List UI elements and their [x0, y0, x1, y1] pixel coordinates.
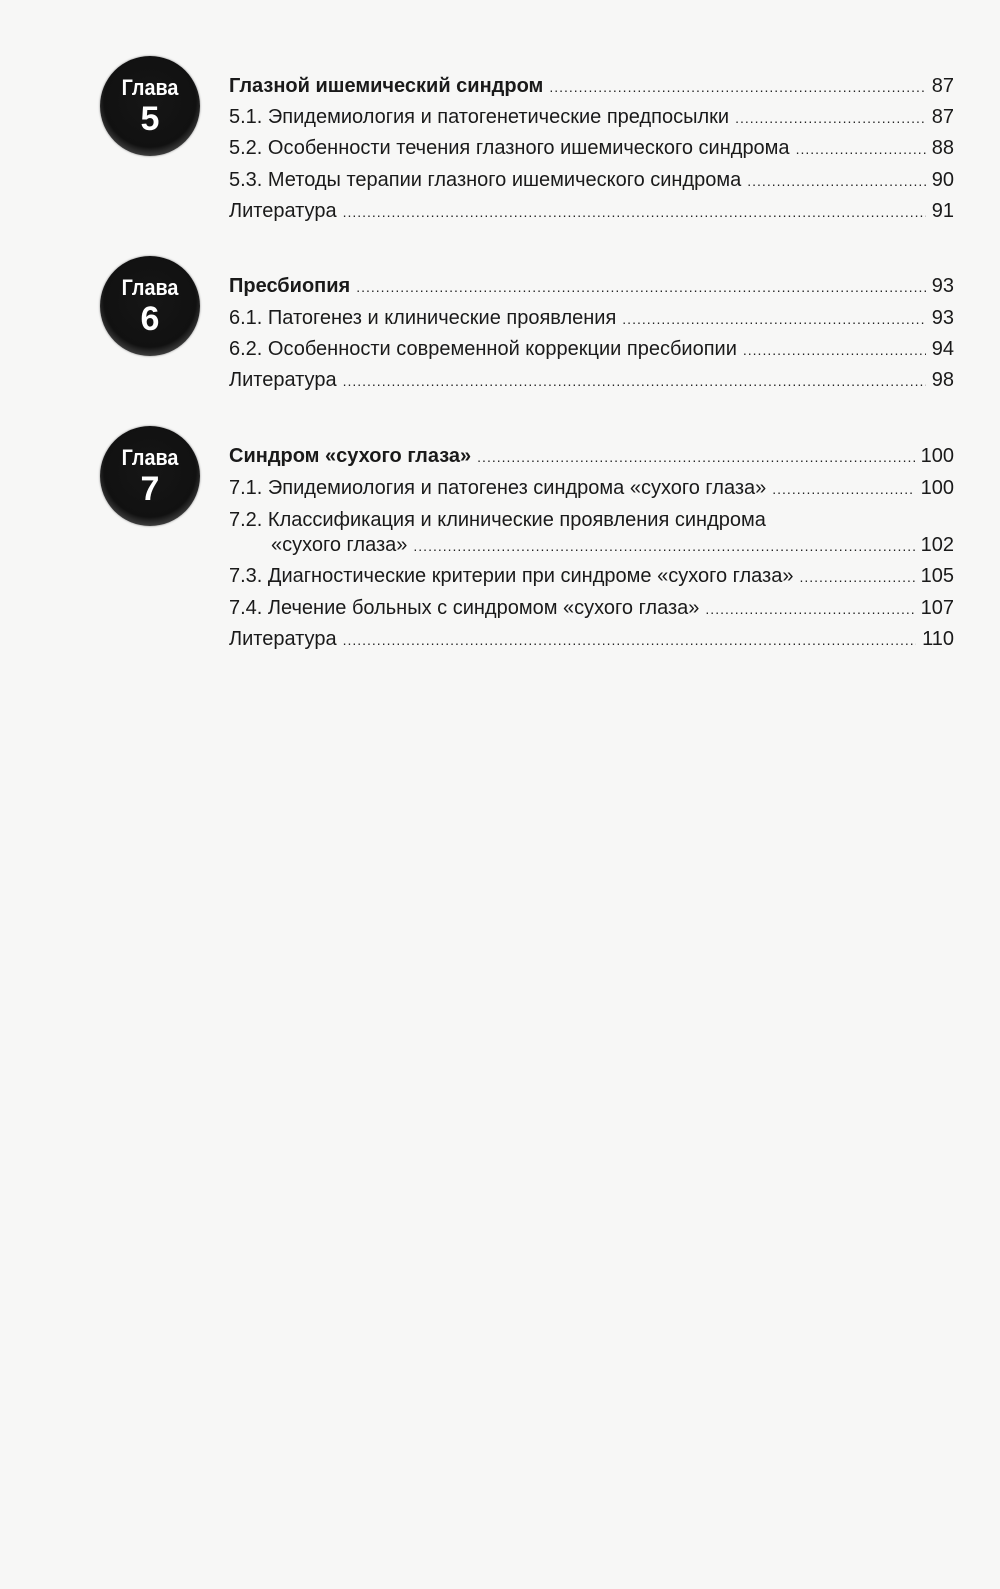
toc-entry[interactable] [229, 337, 954, 362]
toc-entry[interactable] [229, 136, 954, 161]
toc-chapter-title[interactable] [229, 274, 954, 299]
toc-entry-literature[interactable] [229, 627, 954, 652]
dot-leader [796, 137, 926, 161]
entry-title: Литература [229, 369, 337, 391]
toc-entry[interactable] [229, 105, 954, 130]
dot-leader [477, 445, 914, 469]
dot-leader [343, 628, 917, 652]
chapter-label: Глава [121, 275, 179, 300]
entry-title: 7.3. Диагностические критерии при синдроме «сухого глаза» [229, 565, 794, 587]
entry-title: Литература [229, 628, 337, 650]
page-number: 110 [922, 628, 954, 650]
page-number: 93 [931, 275, 954, 297]
page-number: 105 [920, 565, 954, 587]
dot-leader [356, 275, 926, 299]
dot-leader [743, 338, 926, 362]
entry-title: Пресбиопия [229, 275, 351, 297]
chapter-number: 6 [140, 300, 160, 338]
page-number: 88 [931, 137, 954, 159]
page-number: 100 [920, 477, 954, 499]
chapter-number: 5 [140, 100, 160, 138]
entry-title-continuation: «сухого глаза» [271, 534, 408, 556]
entry-title: 5.3. Методы терапии глазного ишемического синдрома [229, 169, 742, 191]
entry-title: 6.2. Особенности современной коррекции пресбиопии [229, 338, 737, 360]
entry-title: 5.1. Эпидемиология и патогенетические предпосылки [229, 106, 730, 128]
chapter-label: Глава [121, 445, 179, 470]
entry-title: Синдром «сухого глаза» [229, 445, 472, 467]
toc-entry[interactable] [229, 564, 954, 589]
page-number: 91 [931, 200, 954, 222]
entry-title: 7.4. Лечение больных с синдромом «сухого глаза» [229, 597, 700, 619]
entry-title: 5.2. Особенности течения глазного ишемического синдрома [229, 137, 790, 159]
page-number: 87 [931, 106, 954, 128]
page-number: 87 [931, 75, 954, 97]
page-number: 100 [920, 445, 954, 467]
toc-chapter-title[interactable] [229, 444, 954, 469]
entry-title: 6.1. Патогенез и клинические проявления [229, 307, 617, 329]
toc-entry-continuation[interactable] [271, 533, 954, 558]
page-number: 93 [931, 307, 954, 329]
entry-title: Глазной ишемический синдром [229, 75, 544, 97]
dot-leader [549, 75, 925, 99]
page-number: 90 [931, 169, 954, 191]
dot-leader [413, 534, 914, 558]
toc-chapter-title[interactable] [229, 74, 954, 99]
entry-title: 7.1. Эпидемиология и патогенез синдрома «сухого глаза» [229, 477, 767, 499]
dot-leader [799, 565, 914, 589]
chapter-number: 7 [140, 470, 160, 508]
toc-entry-literature[interactable] [229, 199, 954, 224]
toc-entry[interactable] [229, 306, 954, 331]
toc-entry[interactable] [229, 476, 954, 501]
dot-leader [343, 200, 926, 224]
toc-entry[interactable] [229, 596, 954, 621]
toc-entry-literature[interactable] [229, 368, 954, 393]
chapter-badge [100, 56, 200, 156]
page-number: 107 [920, 597, 954, 619]
toc-entry[interactable] [229, 168, 954, 193]
chapter-label: Глава [121, 75, 179, 100]
dot-leader [343, 369, 926, 393]
page-number: 98 [931, 369, 954, 391]
toc-entry[interactable] [229, 508, 954, 532]
dot-leader [747, 169, 925, 193]
chapter-badge [100, 256, 200, 356]
dot-leader [772, 477, 914, 501]
page-number: 94 [931, 338, 954, 360]
entry-title: Литература [229, 200, 337, 222]
dot-leader [622, 307, 925, 331]
chapter-badge [100, 426, 200, 526]
page-number: 102 [920, 534, 954, 556]
entry-title: 7.2. Классификация и клинические проявления синдрома [229, 509, 766, 531]
dot-leader [735, 106, 926, 130]
dot-leader [705, 597, 914, 621]
